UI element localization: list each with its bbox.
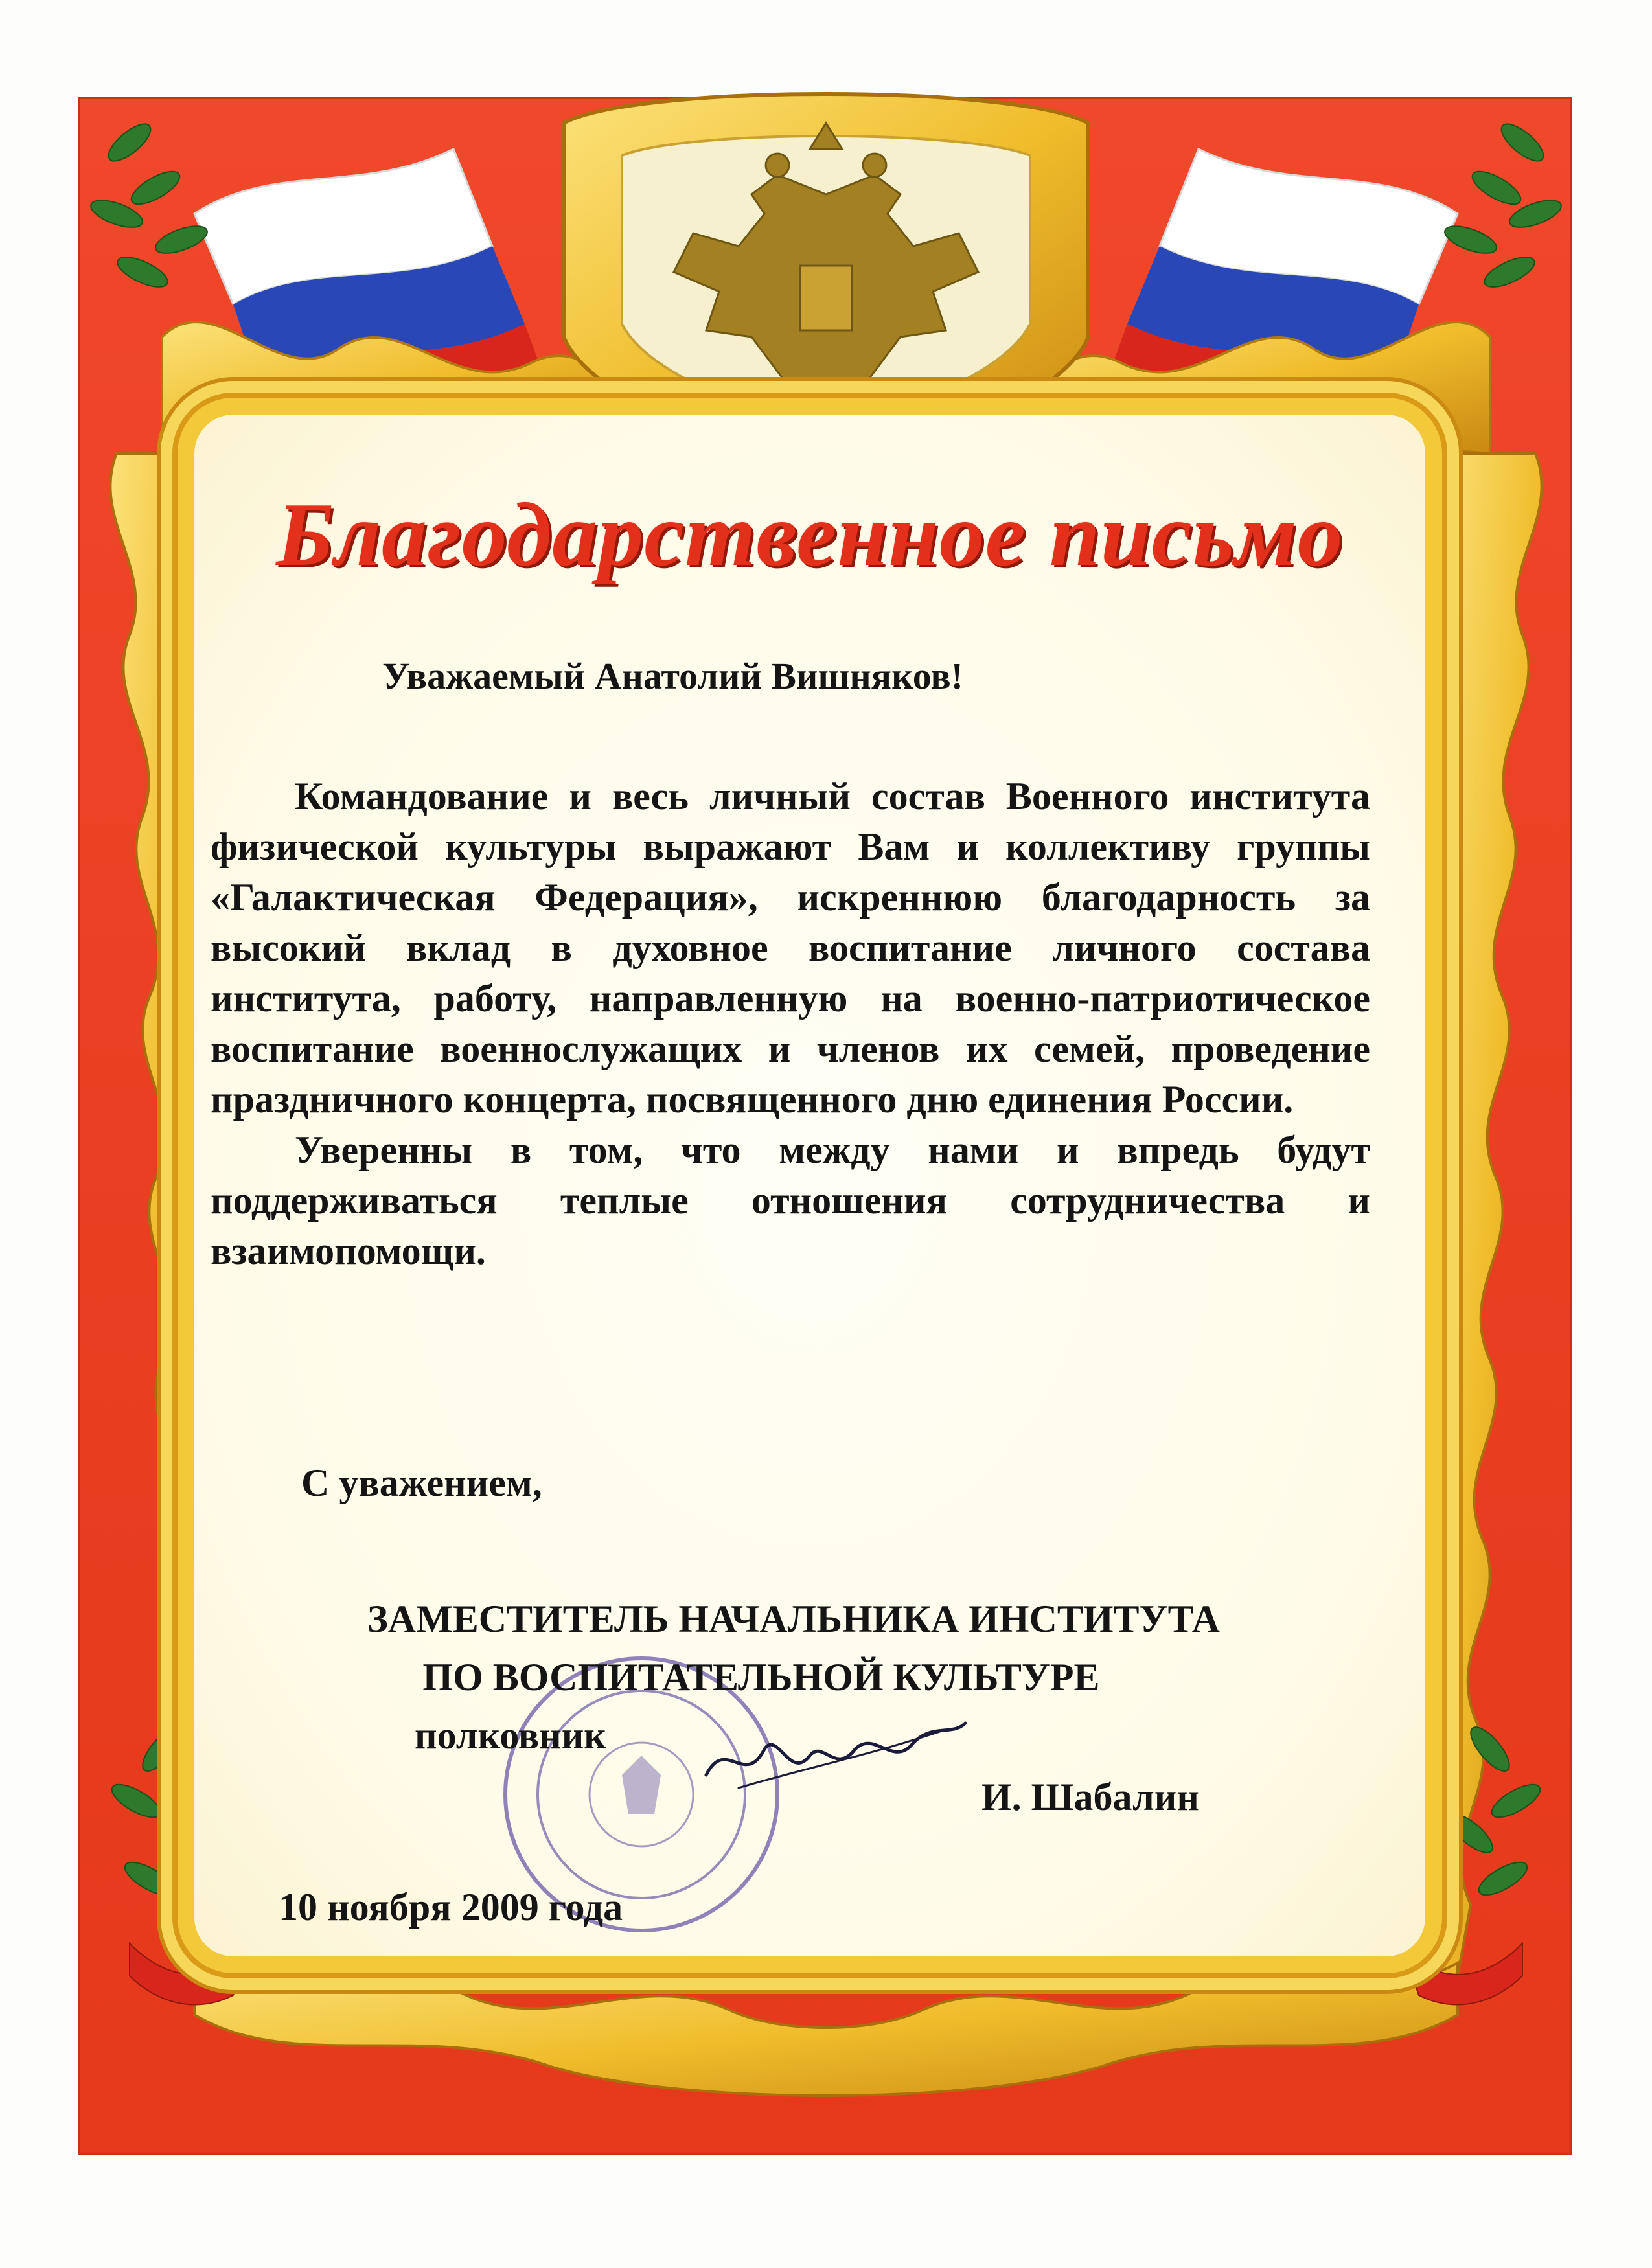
greeting-line: Уважаемый Анатолий Вишняков! [382, 655, 963, 697]
signer-name: И. Шабалин [981, 1776, 1199, 1818]
laurel-branch-icon [1441, 118, 1565, 293]
letter-date: 10 ноября 2009 года [279, 1886, 623, 1929]
closing-line: С уважением, [301, 1461, 542, 1504]
signer-rank: полковник [415, 1714, 606, 1757]
body-paragraph: Командование и весь личный состав Военного института физической культуры выражают Вам и коллективу группы «Галактическая Федерация», искреннюю благодарность за высокий вклад в духовное воспитание личного состава института, работу, направленную на военно-патриотическое воспитание военнослужащих и членов их семей, проведение праздничного концерта, посвященного дню единения России. [211, 775, 1370, 1121]
letter-body [211, 771, 1370, 1276]
page-title: Благодарственное письмо [276, 485, 1344, 585]
handwritten-signature [700, 1710, 972, 1801]
signer-position-department: ПО ВОСПИТАТЕЛЬНОЙ КУЛЬТУРЕ [422, 1656, 1100, 1699]
signer-position: ЗАМЕСТИТЕЛЬ НАЧАЛЬНИКА ИНСТИТУТА [367, 1598, 1220, 1640]
laurel-branch-icon [87, 118, 211, 293]
body-paragraph: Уверенны в том, что между нами и впредь будут поддерживаться теплые отношения сотрудничества и взаимопомощи. [211, 1128, 1370, 1272]
coat-of-arms-emblem [564, 94, 1088, 466]
